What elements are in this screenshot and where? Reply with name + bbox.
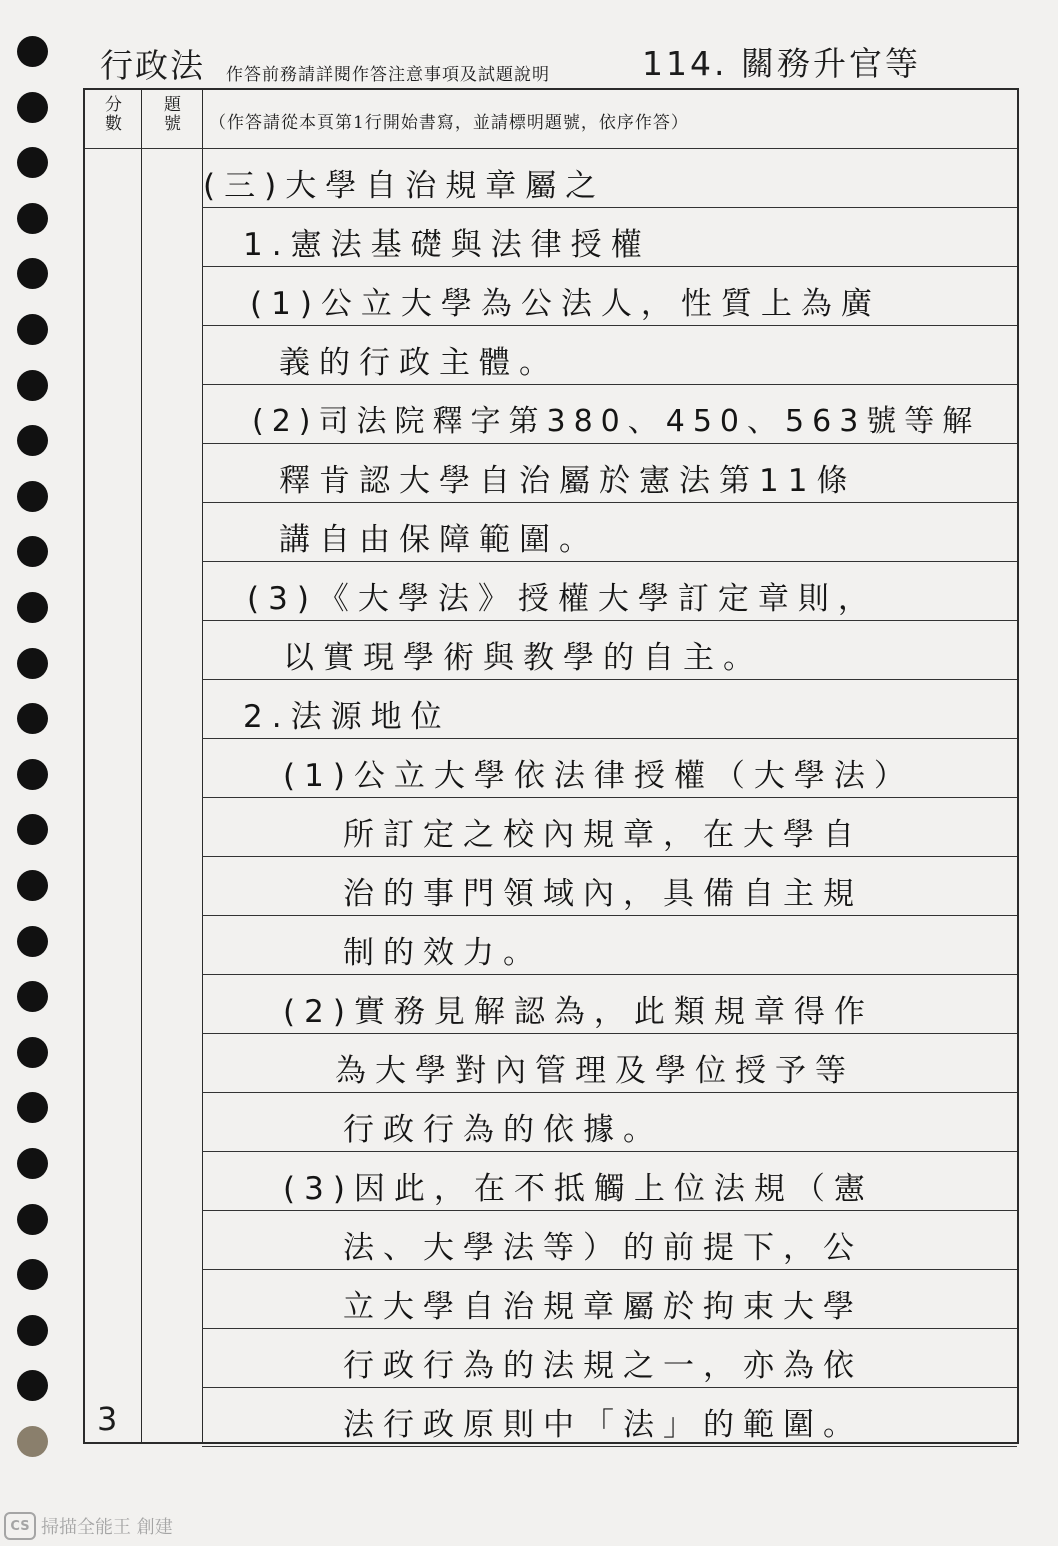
answer-line: (2)實務見解認為，此類規章得作 <box>283 994 874 1030</box>
answer-line: 以實現學術與教學的自主。 <box>283 640 763 676</box>
answer-line: 1.憲法基礎與法律授權 <box>243 227 651 263</box>
answer-line: 法行政原則中「法」的範圍。 <box>343 1407 863 1443</box>
question-label: 題號 <box>164 95 181 134</box>
answer-line: 行政行為的依據。 <box>343 1112 663 1148</box>
ruled-line <box>202 502 1017 503</box>
answer-line: (三)大學自治規章屬之 <box>203 168 606 204</box>
binder-hole <box>17 1370 48 1401</box>
binder-hole <box>17 370 48 401</box>
answer-instruction: 作答前務請詳閱作答注意事項及試題說明 <box>226 65 550 85</box>
ruled-line <box>202 1033 1017 1034</box>
ruled-line <box>202 1387 1017 1388</box>
answer-line: 治的事門領域內，具備自主規 <box>343 876 863 912</box>
binder-hole <box>17 314 48 345</box>
ruled-line <box>202 738 1017 739</box>
binder-hole <box>17 703 48 734</box>
binder-hole <box>17 1315 48 1346</box>
answer-line: 2.法源地位 <box>243 699 451 735</box>
answer-line: (3)因此，在不抵觸上位法規（憲 <box>283 1171 874 1207</box>
exam-name: 114. 關務升官等 <box>642 44 921 83</box>
ruled-line <box>202 1151 1017 1152</box>
ruled-line <box>202 561 1017 562</box>
scanner-watermark <box>4 1512 173 1540</box>
writing-note: （作答請從本頁第1行開始書寫，並請標明題號，依序作答） <box>209 113 689 133</box>
answer-line: 為大學對內管理及學位授予等 <box>335 1053 855 1089</box>
subject-title: 行政法 <box>100 46 205 85</box>
header-rule <box>85 148 1017 149</box>
binder-hole <box>17 147 48 178</box>
answer-line: 制的效力。 <box>343 935 543 971</box>
binder-hole <box>17 481 48 512</box>
ruled-line <box>202 1210 1017 1211</box>
answer-line: (1)公立大學為公法人，性質上為廣 <box>250 286 881 322</box>
binder-hole <box>17 759 48 790</box>
answer-line: (2)司法院釋字第380、450、563號等解 <box>252 404 981 439</box>
watermark-text: 掃描全能王 創建 <box>41 1517 173 1538</box>
binder-hole <box>17 36 48 67</box>
binder-hole <box>17 592 48 623</box>
ruled-line <box>202 266 1017 267</box>
binder-hole <box>17 425 48 456</box>
binder-hole <box>17 1259 48 1290</box>
answer-line: (1)公立大學依法律授權（大學法） <box>283 758 914 794</box>
answer-line: 義的行政主體。 <box>279 345 559 381</box>
ruled-line <box>202 679 1017 680</box>
answer-line: 行政行為的法規之一，亦為依 <box>343 1348 863 1384</box>
binder-hole <box>17 1092 48 1123</box>
binder-hole <box>17 1148 48 1179</box>
ruled-line <box>202 1328 1017 1329</box>
binder-hole <box>17 203 48 234</box>
score-column-header <box>85 96 142 134</box>
binder-hole <box>17 926 48 957</box>
ruled-line <box>202 797 1017 798</box>
ruled-line <box>202 620 1017 621</box>
answer-sheet <box>83 88 1019 1444</box>
answer-line: 講自由保障範圍。 <box>279 522 599 558</box>
binder-hole <box>17 536 48 567</box>
camscanner-logo-icon: CS <box>4 1512 36 1540</box>
ruled-line <box>202 856 1017 857</box>
ruled-line <box>202 1269 1017 1270</box>
binder-hole <box>17 981 48 1012</box>
answer-line: 釋肯認大學自治屬於憲法第11條 <box>279 463 857 499</box>
answer-line: 立大學自治規章屬於拘束大學 <box>343 1289 863 1325</box>
binder-hole <box>17 1204 48 1235</box>
ruled-line <box>202 325 1017 326</box>
binder-hole <box>17 92 48 123</box>
ruled-line <box>202 974 1017 975</box>
score-column-divider <box>141 90 142 1442</box>
binder-hole <box>17 814 48 845</box>
score-value: 3 <box>97 1400 118 1438</box>
ruled-line <box>202 1092 1017 1093</box>
answer-line: 所訂定之校內規章，在大學自 <box>343 817 863 853</box>
ruled-line <box>202 384 1017 385</box>
score-label: 分數 <box>105 95 122 134</box>
binder-hole <box>17 1426 48 1457</box>
answer-line: 法、大學法等）的前提下，公 <box>343 1230 863 1266</box>
ruled-line <box>202 207 1017 208</box>
binder-hole <box>17 1037 48 1068</box>
binder-hole <box>17 870 48 901</box>
binder-hole <box>17 648 48 679</box>
ruled-line <box>202 443 1017 444</box>
question-column-header <box>142 96 203 134</box>
question-column-divider <box>202 90 203 1442</box>
binder-hole <box>17 258 48 289</box>
ruled-line <box>202 915 1017 916</box>
ruled-line <box>202 1446 1017 1447</box>
answer-line: (3)《大學法》授權大學訂定章則， <box>247 581 878 617</box>
